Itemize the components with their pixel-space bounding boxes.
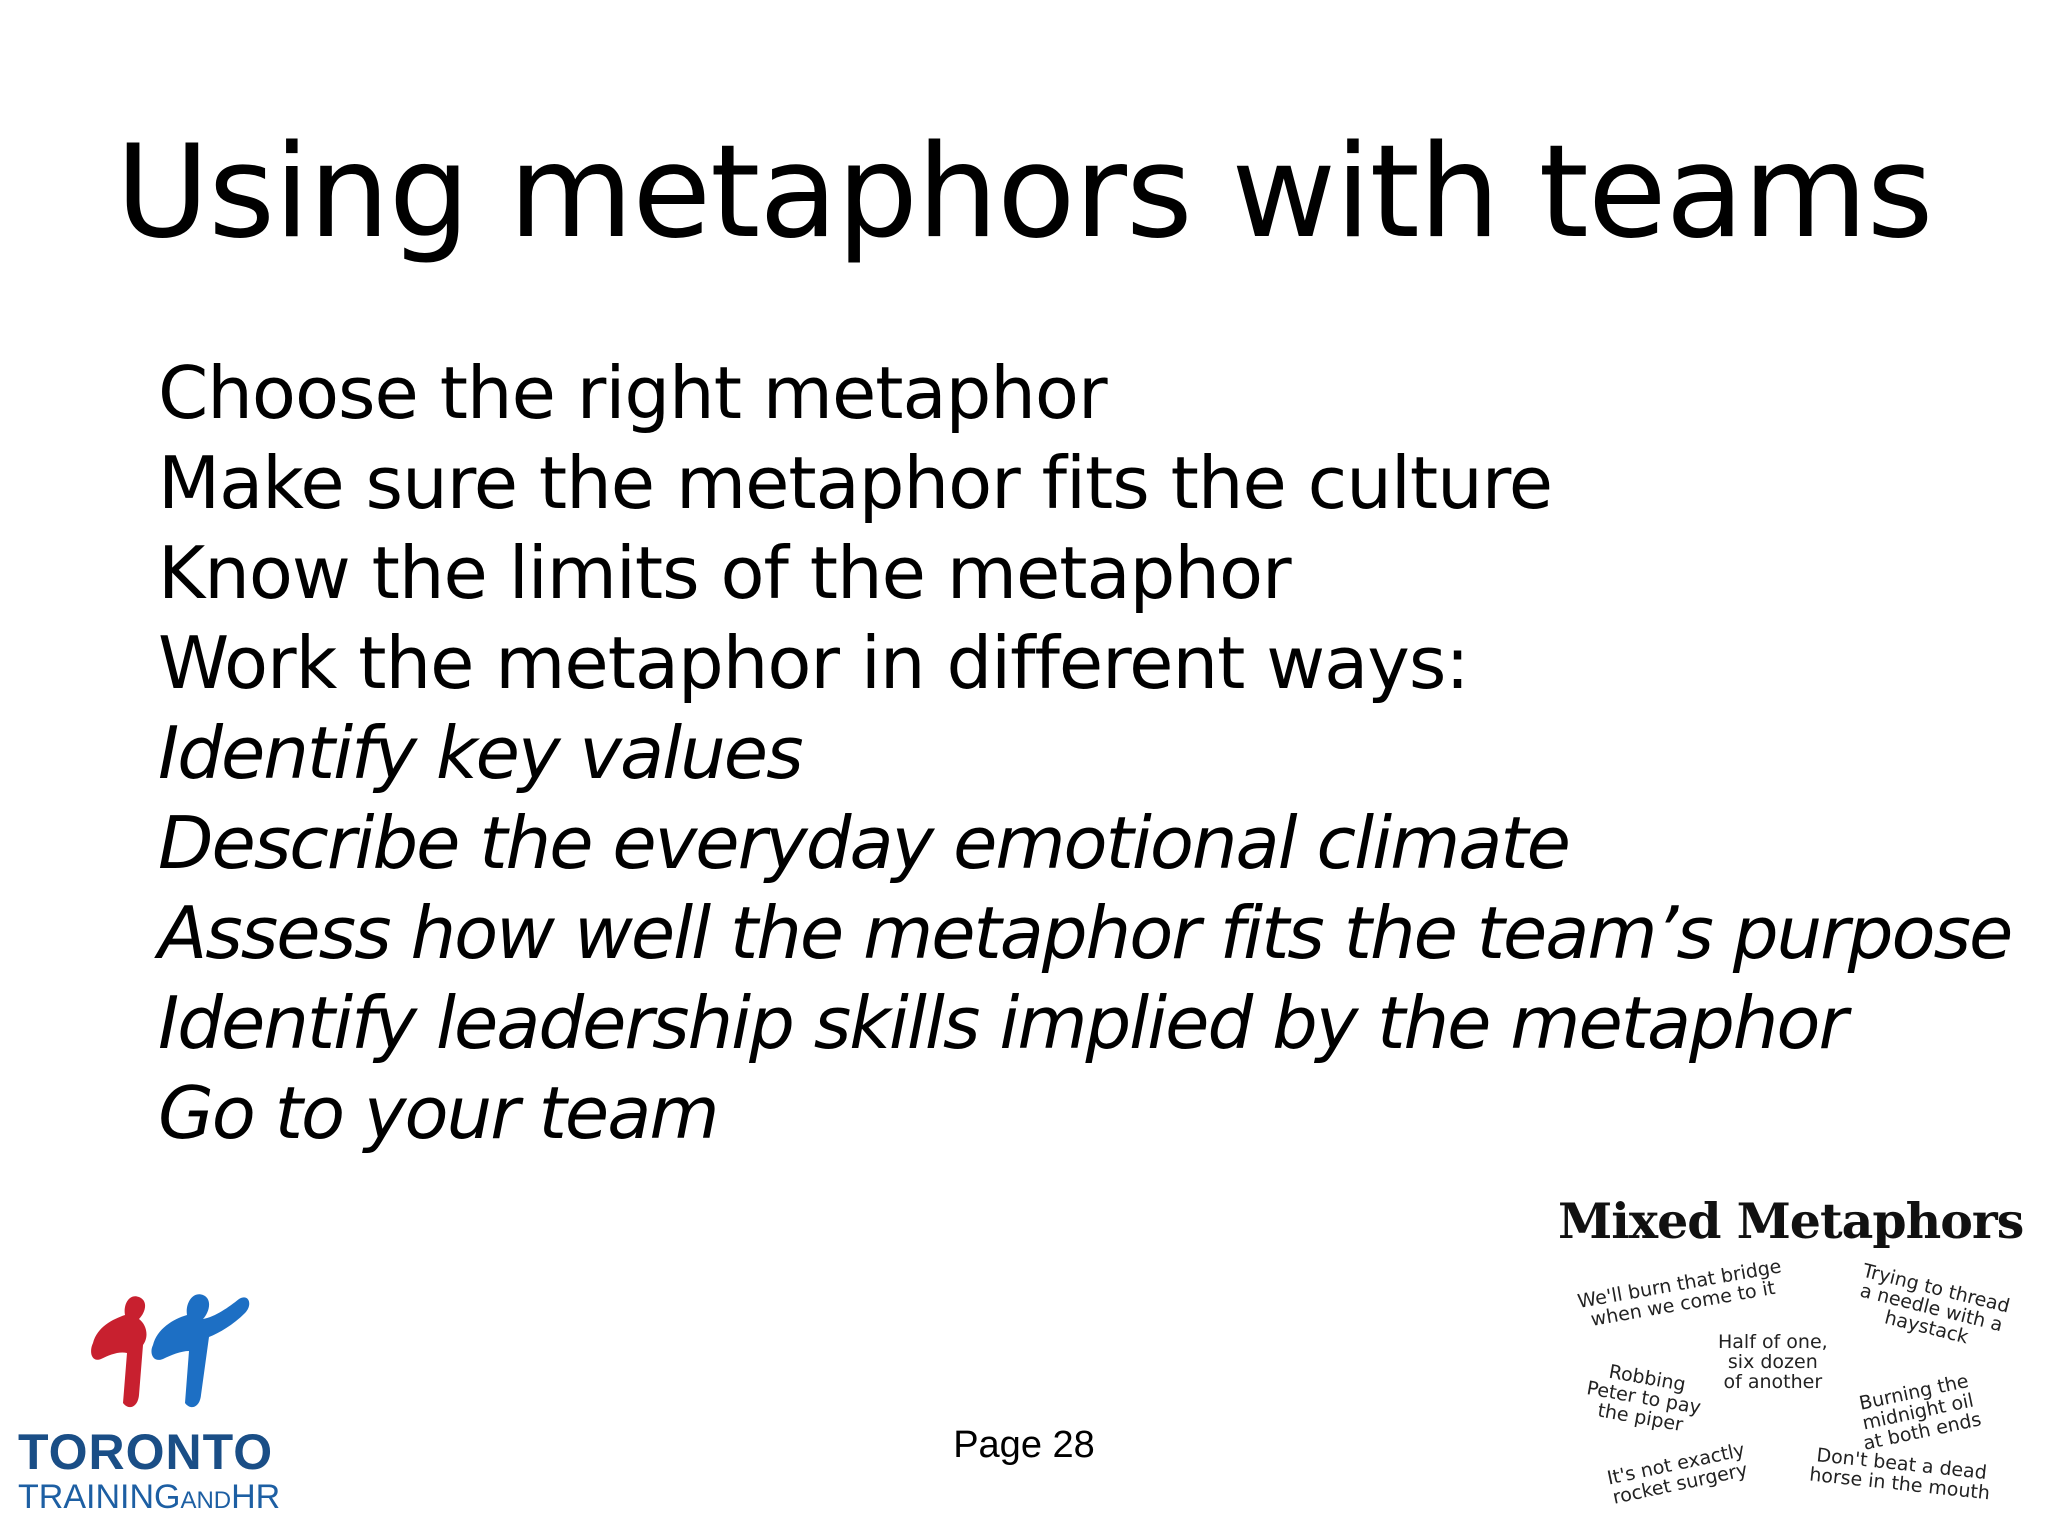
page-number: Page 28 (953, 1424, 1095, 1466)
mixed-metaphors-title: Mixed Metaphors (1558, 1192, 2024, 1250)
metaphor-phrase: Trying to thread a needle with a haystack (1857, 1259, 2012, 1349)
metaphor-phrase: It's not exactly rocket surgery (1605, 1438, 1750, 1509)
bullet-item: Know the limits of the metaphor (158, 531, 1291, 615)
metaphor-phrase: Burning the midnight oil at both ends (1857, 1370, 1984, 1455)
blue-figure-icon (151, 1294, 249, 1407)
sub-bullet-item: Assess how well the metaphor fits the team’s purpose (158, 891, 2012, 975)
bullet-list (158, 348, 2011, 1158)
sub-bullet-item: Identify leadership skills implied by the metaphor (158, 981, 1847, 1065)
bullet-item: Make sure the metaphor fits the culture (158, 441, 1553, 525)
metaphor-phrase: Robbing Peter to pay the piper (1584, 1360, 1703, 1437)
sub-bullet-item: Describe the everyday emotional climate (158, 801, 1569, 885)
tt-figures-icon (83, 1285, 253, 1425)
slide-title: Using metaphors with teams (115, 118, 1933, 267)
logo-wordmark: TORONTO (18, 1424, 274, 1480)
mixed-metaphors-illustration (1558, 1192, 2038, 1512)
toronto-training-hr-logo (18, 1285, 308, 1525)
metaphor-phrase: Don't beat a dead horse in the mouth (1808, 1444, 1991, 1505)
logo-subtitle: TRAININGANDHR (18, 1478, 281, 1516)
sub-bullet-item: Go to your team (158, 1071, 718, 1155)
bullet-item: Work the metaphor in different ways: (158, 621, 1469, 705)
red-figure-icon (91, 1296, 146, 1407)
sub-bullet-item: Identify key values (158, 711, 802, 795)
metaphor-phrase: Half of one, six dozen of another (1718, 1331, 1828, 1393)
bullet-item: Choose the right metaphor (158, 351, 1107, 435)
metaphor-phrase: We'll burn that bridge when we come to it (1575, 1255, 1784, 1331)
